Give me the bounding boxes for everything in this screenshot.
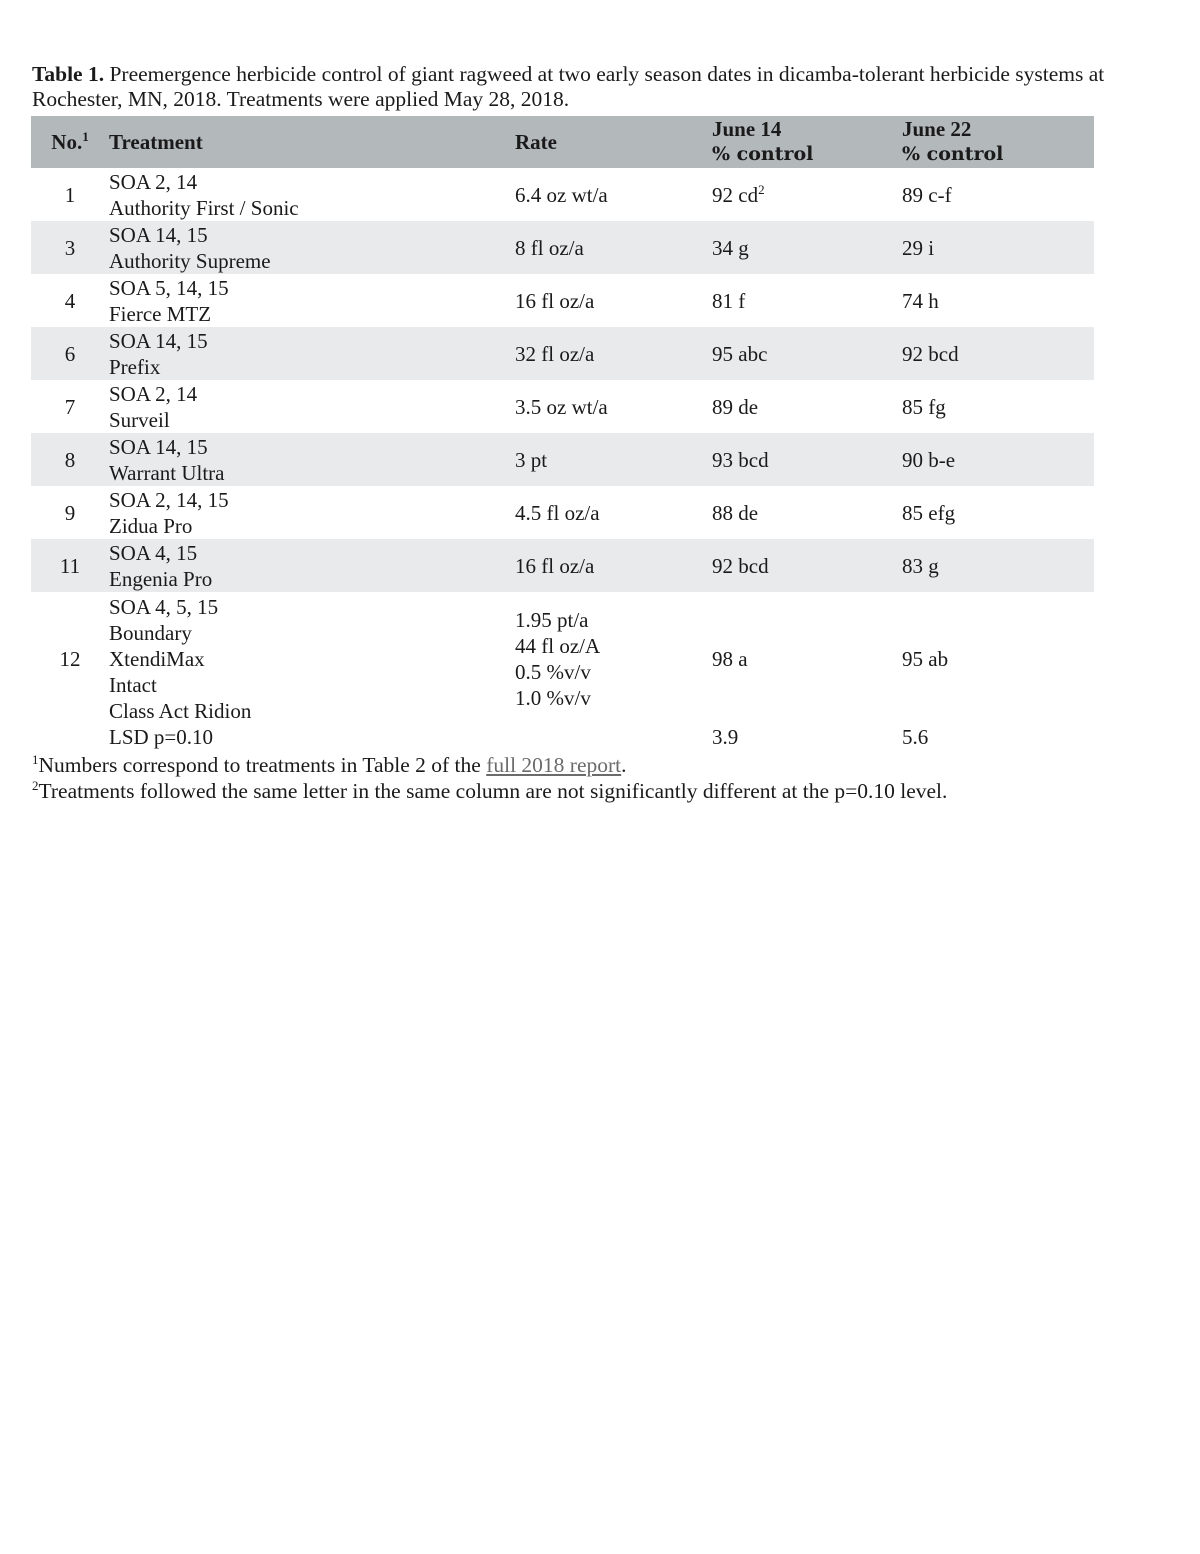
treatment-soa: SOA 4, 15 — [109, 540, 198, 565]
footnote-2 — [32, 778, 947, 804]
header-rate: Rate — [515, 129, 557, 154]
table-row — [31, 274, 1094, 327]
caption-label: Table 1. — [32, 62, 105, 86]
rate-line: 44 fl oz/A — [515, 634, 601, 658]
treatment-name: Fierce MTZ — [109, 301, 212, 326]
cell-rate: 16 fl oz/a — [515, 288, 595, 313]
header-no-footnote-marker: 1 — [82, 128, 89, 144]
cell-rate: 3 pt — [515, 447, 548, 472]
treatment-name: Surveil — [109, 407, 170, 432]
cell-june14: 95 abc — [712, 341, 768, 366]
treatment-name: XtendiMax — [109, 647, 205, 671]
table-row — [31, 539, 1094, 592]
cell-no — [31, 724, 109, 750]
cell-june14: 34 g — [712, 235, 749, 260]
cell-no: 11 — [59, 553, 81, 578]
treatment-soa: SOA 2, 14, 15 — [109, 487, 229, 512]
cell-june14: 92 bcd — [712, 553, 769, 578]
treatment-soa: SOA 14, 15 — [109, 328, 208, 353]
cell-rate: 32 fl oz/a — [515, 341, 595, 366]
cell-treatment — [109, 274, 515, 327]
cell-june14: 89 de — [712, 394, 759, 419]
cell-june22: 29 i — [902, 235, 935, 260]
footnote-2-text: Treatments followed the same letter in the same column are not significantly different at the p=0.10 level. — [38, 779, 948, 803]
treatment-soa: SOA 14, 15 — [109, 434, 208, 459]
treatment-name: Boundary — [109, 621, 192, 645]
cell-june22: 95 ab — [902, 647, 949, 671]
treatment-soa: SOA 2, 14 — [109, 381, 198, 406]
rate-line: 1.0 %v/v — [515, 686, 591, 710]
header-no: No.$^1$ — [51, 128, 89, 154]
footnote-1-marker: 1 — [32, 752, 39, 767]
rate-line: 1.95 pt/a — [515, 608, 589, 632]
header-june22-sub: % control — [902, 143, 1004, 165]
lsd-label: LSD p=0.10 — [109, 725, 214, 749]
cell-june22: 83 g — [902, 553, 939, 578]
table-row — [31, 221, 1094, 274]
table-header-row — [31, 116, 1094, 168]
cell-june14: 92 $cd^2$ — [712, 181, 765, 207]
treatment-soa: SOA 2, 14 — [109, 169, 198, 194]
treatment-name: Engenia Pro — [109, 566, 213, 591]
header-june14 — [712, 116, 902, 168]
cell-no: 4 — [64, 288, 76, 313]
cell-june14: 98 a — [712, 647, 748, 671]
cell-treatment — [109, 539, 515, 592]
treatment-name: Authority Supreme — [109, 248, 271, 273]
header-june22-date: June 22 — [902, 117, 972, 141]
lsd-row — [31, 724, 1094, 750]
treatment-name: Authority First / Sonic — [109, 195, 299, 220]
caption-text: Preemergence herbicide control of giant ragweed at two early season dates in dicamba-tolerant herbicide systems at Rochester, MN, 2018. Treatments were applied May 28, 2018. — [32, 62, 1105, 111]
footnotes — [32, 752, 947, 804]
table-row — [31, 380, 1094, 433]
header-june14-sub: % control — [712, 143, 814, 165]
cell-june22: 90 b-e — [902, 447, 956, 472]
cell-no: 12 — [59, 647, 81, 671]
header-june14-date: June 14 — [712, 117, 782, 141]
cell-no: 9 — [64, 500, 76, 525]
treatment-soa: SOA 4, 5, 15 — [109, 595, 219, 619]
footnote-1 — [32, 752, 947, 778]
cell-rate: 6.4 oz wt/a — [515, 182, 608, 207]
cell-footnote-marker: 2 — [758, 181, 765, 197]
treatment-name: Class Act Ridion — [109, 699, 252, 723]
cell-rate: 3.5 oz wt/a — [515, 394, 608, 419]
cell-june22: 89 c-f — [902, 182, 952, 207]
header-june22 — [902, 116, 1094, 168]
full-report-link[interactable]: full 2018 report — [486, 753, 622, 777]
cell-treatment — [109, 327, 515, 380]
cell-no: 3 — [64, 235, 76, 260]
cell-no: 1 — [64, 182, 76, 207]
table-row — [31, 486, 1094, 539]
cell-treatment — [109, 380, 515, 433]
cell-treatment — [109, 592, 515, 724]
cell-no: 7 — [64, 394, 76, 419]
footnote-2-marker: 2 — [32, 778, 39, 793]
header-treatment: Treatment — [109, 129, 203, 154]
results-table-container — [31, 116, 1094, 750]
cell-no: 8 — [64, 447, 76, 472]
cell-june22: 92 bcd — [902, 341, 959, 366]
table-row — [31, 592, 1094, 724]
cell-june14: 93 bcd — [712, 447, 769, 472]
footnote-1-end: . — [621, 753, 627, 777]
cell-no: 6 — [64, 341, 76, 366]
cell-june14: 81 f — [712, 288, 746, 313]
treatment-name: Intact — [109, 673, 157, 697]
cell-june22: 85 fg — [902, 394, 946, 419]
cell-treatment — [109, 486, 515, 539]
treatment-soa: SOA 5, 14, 15 — [109, 275, 229, 300]
cell-treatment — [109, 168, 515, 221]
cell-rate: 8 fl oz/a — [515, 235, 584, 260]
cell-treatment — [109, 433, 515, 486]
treatment-soa: SOA 14, 15 — [109, 222, 208, 247]
rate-line: 0.5 %v/v — [515, 660, 591, 684]
cell-rate: 16 fl oz/a — [515, 553, 595, 578]
table-row — [31, 433, 1094, 486]
footnote-1-text: Numbers correspond to treatments in Table 2 of the — [38, 753, 487, 777]
results-table — [31, 116, 1094, 750]
cell-rate: 4.5 fl oz/a — [515, 500, 600, 525]
table-caption — [32, 62, 1142, 112]
cell-rate — [515, 724, 712, 750]
lsd-june14: 3.9 — [712, 725, 739, 749]
cell-june22: 74 h — [902, 288, 939, 313]
table-row — [31, 168, 1094, 221]
treatment-name: Prefix — [109, 354, 161, 379]
cell-june22: 85 efg — [902, 500, 956, 525]
treatment-name: Warrant Ultra — [109, 460, 225, 485]
table-row — [31, 327, 1094, 380]
cell-rate — [515, 592, 712, 724]
cell-treatment — [109, 221, 515, 274]
cell-june14: 88 de — [712, 500, 759, 525]
treatment-name: Zidua Pro — [109, 513, 193, 538]
lsd-june22: 5.6 — [902, 725, 929, 749]
